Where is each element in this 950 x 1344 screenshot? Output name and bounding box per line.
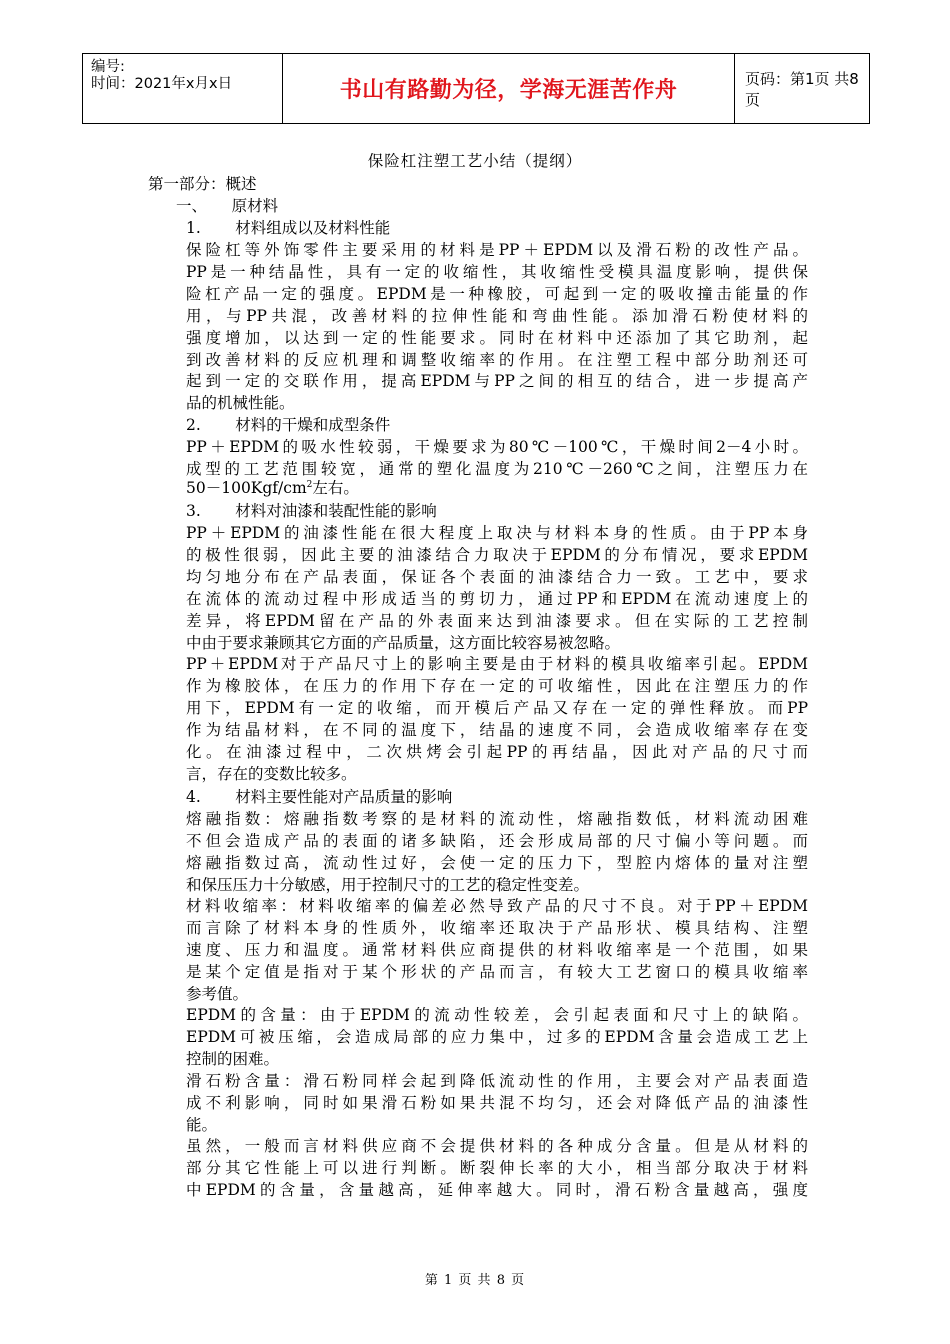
text-line: 不但会造成产品的表面的诸多缺陷，还会形成局部的尺寸偏小等问题。而 — [186, 831, 808, 850]
text-line: 强度增加，以达到一定的性能要求。同时在材料中还添加了其它助剂，起 — [186, 328, 808, 347]
text-line: 成型的工艺范围较宽，通常的塑化温度为210℃－260℃之间，注塑压力在 — [186, 459, 808, 478]
text-line: 差异，将EPDM留在产品的外表面来达到油漆要求。但在实际的工艺控制 — [186, 611, 808, 630]
text-line: 材料收缩率：材料收缩率的偏差必然导致产品的尺寸不良。对于PP＋EPDM — [186, 897, 808, 915]
number-label: 编号: — [91, 59, 125, 75]
document-header — [82, 53, 870, 124]
text-line: 控制的困难。 — [186, 1049, 280, 1068]
page-footer: 第 1 页 共 8 页 — [424, 1273, 526, 1288]
section-heading: 一、 原材料 — [176, 197, 279, 215]
text-line: 部分其它性能上可以进行判断。断裂伸长率的大小，相当部分取决于材料 — [186, 1158, 808, 1177]
text-line: EPDM的含量：由于EPDM的流动性较差，会引起表面和尺寸上的缺陷。 — [186, 1006, 808, 1024]
text-line: 品的机械性能。 — [186, 394, 295, 413]
header-motto: 书山有路勤为径，学海无涯苦作舟 — [283, 54, 735, 123]
subheading-3: 3. 材料对油漆和装配性能的影响 — [186, 502, 437, 520]
text-line: 用下，EPDM有一定的收缩，而开模后产品又存在一定的弹性释放。而PP — [186, 698, 808, 717]
document-title: 保险杠注塑工艺小结（提纲） — [367, 152, 583, 170]
pressure-range: 50－100Kgf/cm — [186, 479, 307, 497]
text-line: 能。 — [186, 1115, 218, 1134]
header-meta — [83, 54, 283, 123]
text-line: EPDM可被压缩，会造成局部的应力集中，过多的EPDM含量会造成工艺上 — [186, 1027, 808, 1046]
text-line: PP＋EPDM的吸水性较弱，干燥要求为80℃－100℃，干燥时间2－4小时。 — [186, 438, 808, 456]
text-line: PP＋EPDM的油漆性能在很大程度上取决与材料本身的性质。由于PP本身 — [186, 524, 808, 542]
text-line: 中由于要求兼顾其它方面的产品质量，这方面比较容易被忽略。 — [186, 633, 621, 652]
text-line: 在流体的流动过程中形成适当的剪切力，通过PP和EPDM在流动速度上的 — [186, 589, 808, 608]
text-line: 险杠产品一定的强度。EPDM是一种橡胶，可起到一定的吸收撞击能量的作 — [186, 284, 808, 303]
subheading-1: 1. 材料组成以及材料性能 — [186, 219, 391, 237]
text-line: 的极性很弱，因此主要的油漆结合力取决于EPDM的分布情况，要求EPDM — [186, 545, 808, 564]
text-line: 化。在油漆过程中，二次烘烤会引起PP的再结晶，因此对产品的尺寸而 — [186, 742, 808, 761]
text-line: 作为橡胶体，在压力的作用下存在一定的可收缩性，因此在注塑压力的作 — [186, 676, 808, 695]
text-line: 均匀地分布在产品表面，保证各个表面的油漆结合力一致。工艺中，要求 — [186, 567, 808, 586]
text-line: 作为结晶材料，在不同的温度下，结晶的速度不同，会造成收缩率存在变 — [186, 720, 808, 739]
text-line: 熔融指数：熔融指数考察的是材料的流动性，熔融指数低，材料流动困难 — [186, 810, 808, 828]
text-line: 滑石粉含量：滑石粉同样会起到降低流动性的作用，主要会对产品表面造 — [186, 1072, 808, 1090]
text-line: 而言除了材料本身的性质外，收缩率还取决于产品形状、模具结构、注塑 — [186, 918, 808, 937]
pressure-suffix: 左右。 — [312, 479, 359, 497]
text-line: 是某个定值是指对于某个形状的产品而言，有较大工艺窗口的模具收缩率 — [186, 962, 808, 981]
text-line: 到改善材料的反应机理和调整收缩率的作用。在注塑工程中部分助剂还可 — [186, 350, 808, 369]
paragraph-drying-last-line — [186, 476, 808, 498]
text-line: 成不利影响，同时如果滑石粉如果共混不均匀，还会对降低产品的油漆性 — [186, 1093, 808, 1112]
header-page-info: 页码：第1页 共8页 — [745, 69, 859, 109]
text-line: 速度、压力和温度。通常材料供应商提供的材料收缩率是一个范围，如果 — [186, 940, 808, 959]
text-line: 参考值。 — [186, 984, 249, 1003]
text-line: 熔融指数过高，流动性过好，会使一定的压力下，型腔内熔体的量对注塑 — [186, 853, 808, 872]
text-line: 中EPDM的含量，含量越高，延伸率越大。同时，滑石粉含量越高，强度 — [186, 1180, 808, 1199]
text-line: PP是一种结晶性，具有一定的收缩性，其收缩性受模具温度影响，提供保 — [186, 262, 808, 281]
text-line: 虽然，一般而言材料供应商不会提供材料的各种成分含量。但是从材料的 — [186, 1137, 808, 1155]
subheading-4: 4. 材料主要性能对产品质量的影响 — [186, 788, 453, 806]
part-heading: 第一部分：概述 — [148, 175, 257, 193]
text-line: 起到一定的交联作用，提高EPDM与PP之间的相互的结合，进一步提高产 — [186, 372, 808, 391]
text-line: 和保压压力十分敏感，用于控制尺寸的工艺的稳定性变差。 — [186, 875, 590, 894]
text-line: 保险杠等外饰零件主要采用的材料是PP＋EPDM以及滑石粉的改性产品。 — [186, 241, 808, 259]
text-line: 言，存在的变数比较多。 — [186, 764, 357, 783]
text-line: PP＋EPDM对于产品尺寸上的影响主要是由于材料的模具收缩率引起。EPDM — [186, 655, 808, 673]
superscript: 2 — [306, 480, 313, 490]
subheading-2: 2. 材料的干燥和成型条件 — [186, 416, 391, 434]
text-line: 用，与PP共混，改善材料的拉伸性能和弯曲性能。添加滑石粉使材料的 — [186, 306, 808, 325]
time-label: 时间：2021年x月x日 — [91, 76, 233, 92]
